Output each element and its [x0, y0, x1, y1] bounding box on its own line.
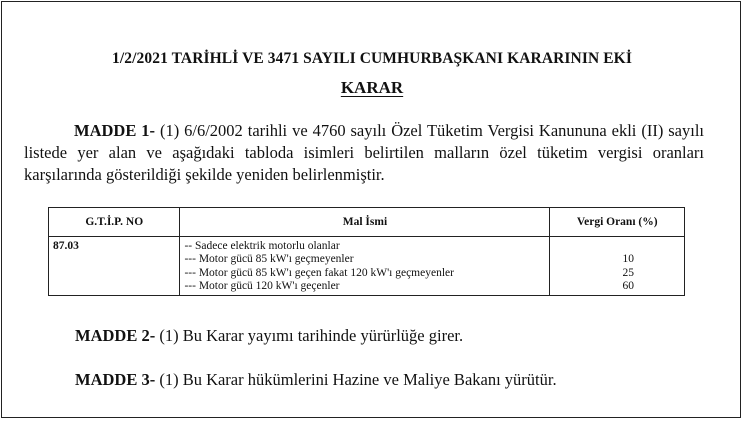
document-subtitle	[0, 78, 744, 98]
table-row	[49, 237, 685, 296]
mal-ismi-line: --- Motor gücü 120 kW'ı geçenler	[184, 279, 340, 292]
header-mal-ismi: Mal İsmi	[180, 208, 550, 237]
vergi-orani-value	[554, 240, 680, 253]
mal-ismi-cell	[180, 237, 550, 296]
madde-3-text: (1) Bu Karar hükümlerini Hazine ve Maliye Bakanı yürütür.	[155, 370, 557, 389]
mal-ismi-line: -- Sadece elektrik motorlu olanlar	[184, 240, 340, 252]
madde-1-text: (1) 6/6/2002 tarihli ve 4760 sayılı Özel Tüketim Vergisi Kanununa ekli (II) sayılı listede yer alan ve aşağıdaki tabloda isimleri belirtilen malların özel tüketim vergisi oranları karşılarında gösterildiği şekilde yeniden belirlenmiştir.	[24, 121, 704, 184]
header-vergi-orani: Vergi Oranı (%)	[550, 208, 685, 237]
document-title: 1/2/2021 TARİHLİ VE 3471 SAYILI CUMHURBAŞKANI KARARININ EKİ	[112, 50, 632, 67]
madde-1-paragraph	[24, 120, 704, 186]
madde-1-label: MADDE 1-	[74, 121, 156, 140]
madde-2-text: (1) Bu Karar yayımı tarihinde yürürlüğe girer.	[155, 326, 464, 345]
gtip-code: 87.03	[49, 237, 180, 296]
table-header-row	[49, 208, 685, 237]
vergi-orani-value: 60	[622, 279, 634, 292]
mal-ismi-line: --- Motor gücü 85 kW'ı geçmeyenler	[184, 253, 354, 266]
mal-ismi-line: --- Motor gücü 85 kW'ı geçen fakat 120 kW'ı geçmeyenler	[184, 266, 454, 279]
madde-3-paragraph	[75, 370, 557, 390]
madde-2-paragraph	[75, 326, 463, 346]
madde-3-label: MADDE 3-	[75, 370, 156, 389]
vergi-orani-value: 25	[622, 266, 634, 279]
header-gtip: G.T.İ.P. NO	[49, 208, 180, 237]
vergi-orani-value: 10	[622, 253, 634, 266]
subtitle-text: KARAR	[340, 78, 404, 97]
madde-2-label: MADDE 2-	[75, 326, 156, 345]
tax-rate-table	[48, 207, 685, 296]
vergi-orani-cell	[550, 237, 685, 296]
